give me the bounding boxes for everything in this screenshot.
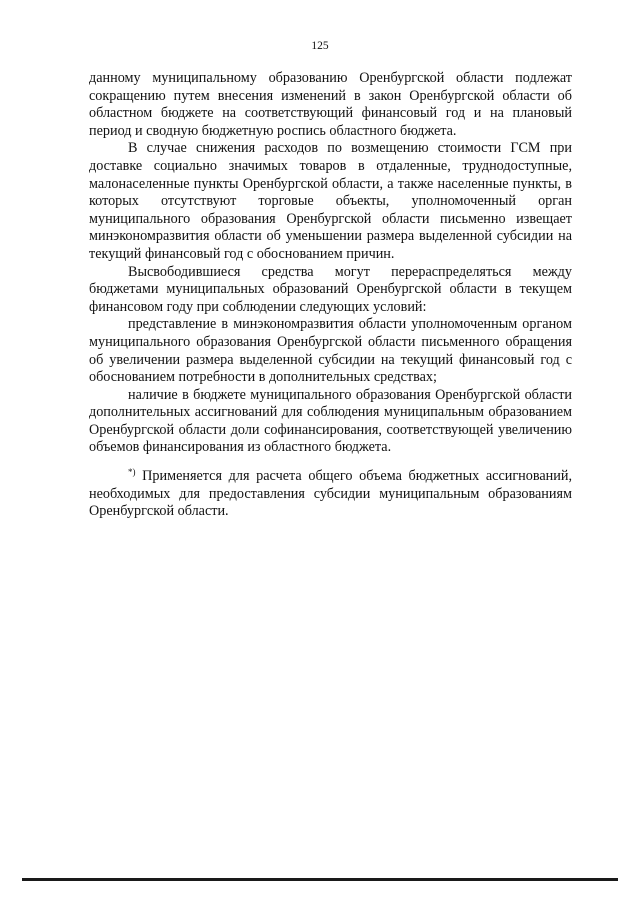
paragraph-redistribution: Высвободившиеся средства могут перераспределяться между бюджетами муниципальных образований Оренбургской области в текущем финансовом году при соблюдении следующих условий: (89, 263, 572, 315)
footnote-marker: *) (128, 467, 136, 477)
document-body (89, 70, 572, 457)
footnote-text: Применяется для расчета общего объема бюджетных ассигнований, необходимых для предоставления субсидии муниципальным образованиям Оренбургской области. (89, 468, 572, 520)
paragraph-condition-cofinancing: наличие в бюджете муниципального образования Оренбургской области дополнительных ассигнований для соблюдения муниципальным образованием Оренбургской области доли софинансирования, соответствующей увеличению объемов финансирования из областного бюджета. (89, 386, 572, 456)
paragraph-continuation: данному муниципальному образованию Оренбургской области подлежат сокращению путем внесения изменений в закон Оренбургской области об областном бюджете на соответствующий финансовый год и на плановый период и сводную бюджетную роспись областного бюджета. (89, 70, 572, 139)
footnote (89, 468, 572, 521)
paragraph-condition-request: представление в минэкономразвития области уполномоченным органом муниципального образования Оренбургской области письменного обращения об увеличении размера выделенной субсидии на текущий финансовый год с обоснованием потребности в дополнительных средствах; (89, 316, 572, 386)
page-number: 125 (311, 40, 329, 52)
paragraph-fuel-cost-reduction: В случае снижения расходов по возмещению стоимости ГСМ при доставке социально значимых товаров в отдаленные, труднодоступные, малонаселенные пункты Оренбургской области, а также населенные пункты, в которых отсутствуют торговые объекты, уполномоченный орган муниципального образования Оренбургской области письменно извещает минэкономразвития области об уменьшении размера выделенной субсидии на текущий финансовый год с обоснованием причин. (89, 140, 572, 262)
bottom-scan-rule (22, 878, 618, 881)
